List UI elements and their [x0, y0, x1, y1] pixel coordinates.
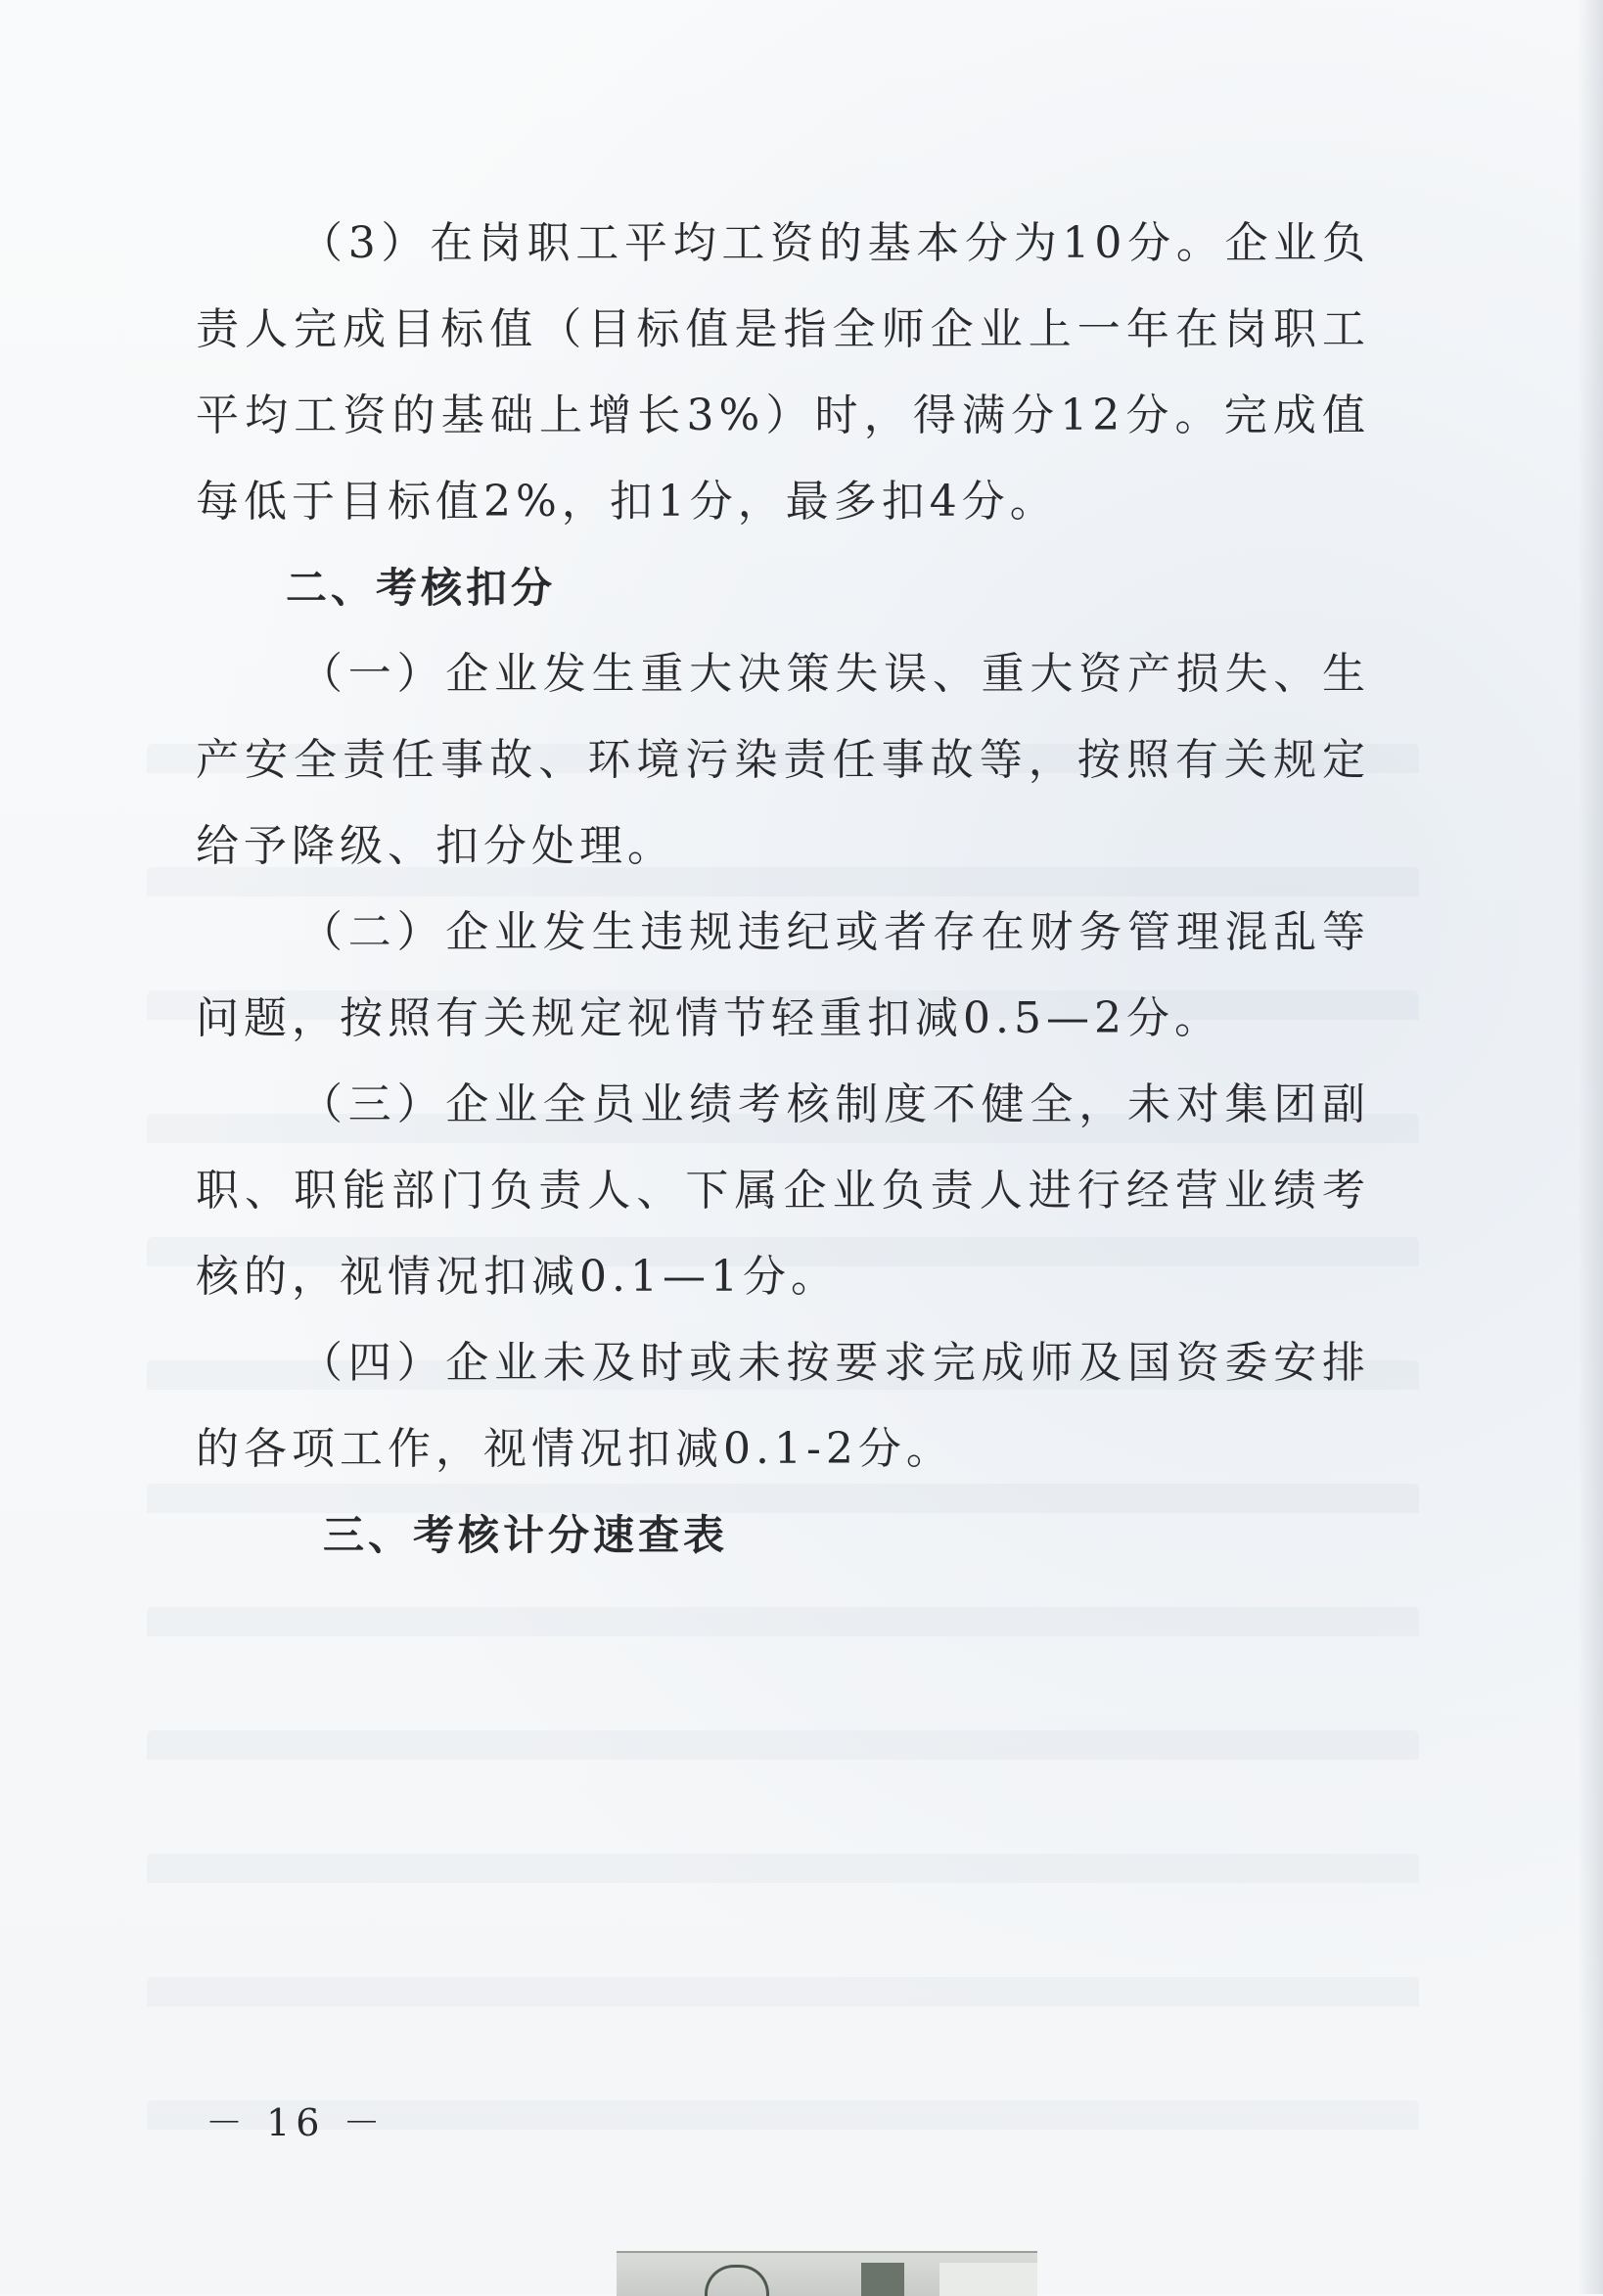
deduction-item-2: （二）企业发生违规违纪或者存在财务管理混乱等问题，按照有关规定视情节轻重扣减0.5—2分。 — [196, 907, 1370, 1043]
dark-block-fragment — [861, 2263, 904, 2296]
section-heading-deductions: 二、考核扣分 — [286, 564, 557, 612]
paragraph-wage-score: （3）在岗职工平均工资的基本分为10分。企业负责人完成目标值（目标值是指全师企业上一年在岗职工平均工资的基础上增长3%）时，得满分12分。完成值每低于目标值2%，扣1分，最多扣4分。 — [196, 218, 1370, 527]
deduction-item-1: （一）企业发生重大决策失误、重大资产损失、生产安全责任事故、环境污染责任事故等，按照有关规定给予降级、扣分处理。 — [196, 649, 1370, 871]
document-body — [196, 201, 1370, 1579]
section-heading-score-table: 三、考核计分速查表 — [323, 1511, 729, 1559]
deduction-item-4: （四）企业未及时或未按要求完成师及国资委安排的各项工作，视情况扣减0.1-2分。 — [196, 1338, 1370, 1474]
emblem-fragment-icon — [705, 2265, 769, 2296]
deduction-item-3: （三）企业全员业绩考核制度不健全，未对集团副职、职能部门负责人、下属企业负责人进行经营业绩考核的，视情况扣减0.1—1分。 — [196, 1079, 1370, 1302]
page-number: － 16 － — [206, 2101, 387, 2144]
light-block-fragment — [939, 2263, 1037, 2296]
scan-edge-shadow — [1578, 0, 1603, 2294]
next-page-edge — [617, 2251, 1037, 2296]
